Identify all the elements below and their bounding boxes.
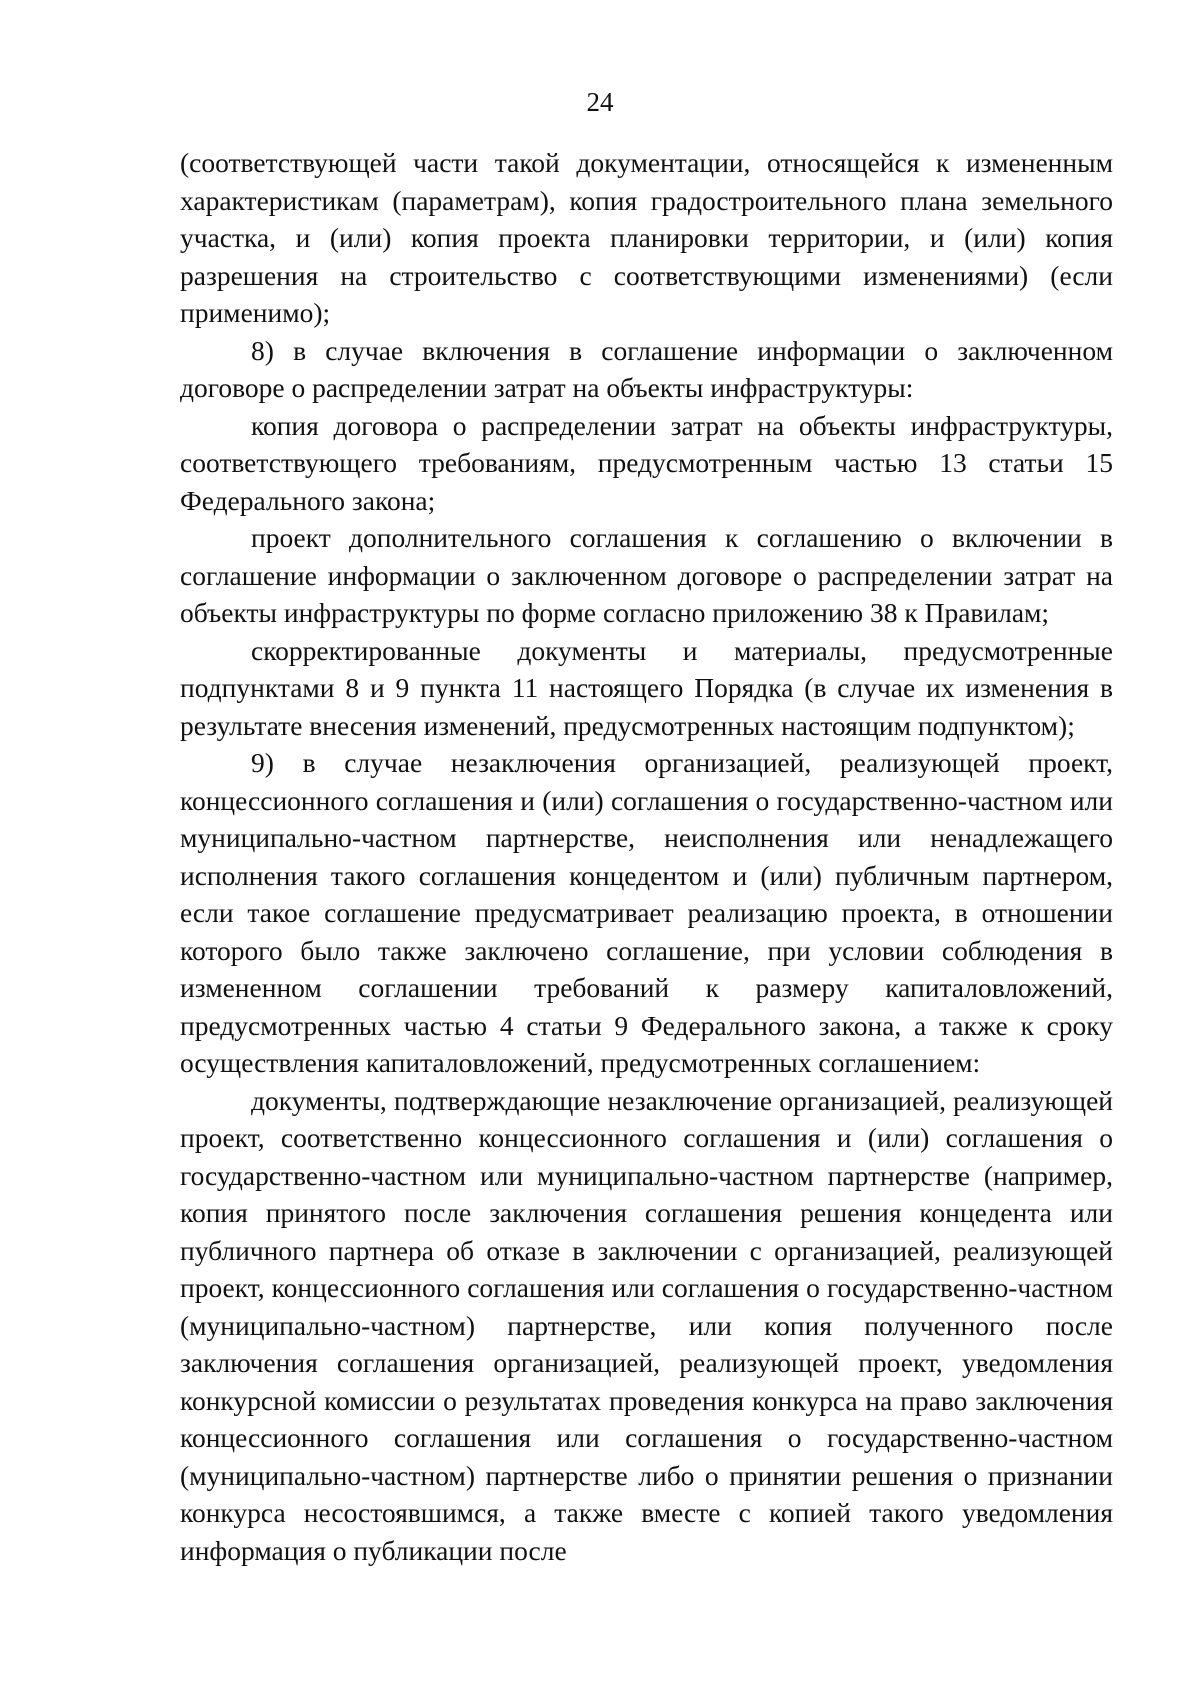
paragraph-item-8: 8) в случае включения в соглашение информации о заключенном договоре о распределении затрат на объекты инфраструктуры:	[180, 334, 1113, 403]
page-number: 24	[586, 87, 614, 117]
paragraph-item-9: 9) в случае незаключения организацией, реализующей проект, концессионного соглашения и (или) соглашения о государственно-частном или муниципально-частном партнерстве, неисполнения или ненадлежащего исполнения такого соглашения концедентом и (или) публичным партнером, если такое соглашение предусматривает реализацию проекта, в отношении которого было также заключено соглашение, при условии соблюдения в измененном соглашении требований к размеру капиталовложений, предусмотренных частью 4 статьи 9 Федерального закона, а также к сроку осуществления капиталовложений, предусмотренных соглашением:	[180, 747, 1113, 1078]
paragraph-supplementary-agreement-draft: проект дополнительного соглашения к соглашению о включении в соглашение информации о заключенном договоре о распределении затрат на объекты инфраструктуры по форме согласно приложению 38 к Правилам;	[180, 522, 1113, 628]
paragraph-cost-agreement-copy: копия договора о распределении затрат на объекты инфраструктуры, соответствующего требованиям, предусмотренным частью 13 статьи 15 Федерального закона;	[180, 409, 1113, 516]
paragraph-confirming-documents: документы, подтверждающие незаключение организацией, реализующей проект, соответственно концессионного соглашения и (или) соглашения о государственно-частном или муниципально-частном партнерстве (например, копия принятого после заключения соглашения решения концедента или публичного партнера об отказе в заключении с организацией, реализующей проект, концессионного соглашения или соглашения о государственно-частном (муниципально-частном) партнерстве, или копия полученного после заключения соглашения организацией, реализующей проект, уведомления конкурсной комиссии о результатах проведения конкурса на право заключения концессионного соглашения или соглашения о государственно-частном (муниципально-частном) партнерстве либо о принятии решения о признании конкурса несостоявшимся, а также вместе с копией такого уведомления информация о публикации после	[180, 1084, 1113, 1566]
document-body	[180, 144, 1113, 1569]
paragraph-continuation: (соответствующей части такой документации, относящейся к измененным характеристикам (параметрам), копия градостроительного плана земельного участка, и (или) копия проекта планировки территории, и (или) копия разрешения на строительство с соответствующими изменениями) (если применимо);	[180, 147, 1113, 328]
paragraph-corrected-documents: скорректированные документы и материалы, предусмотренные подпунктами 8 и 9 пункта 11 настоящего Порядка (в случае их изменения в результате внесения изменений, предусмотренных настоящим подпунктом);	[180, 634, 1113, 741]
